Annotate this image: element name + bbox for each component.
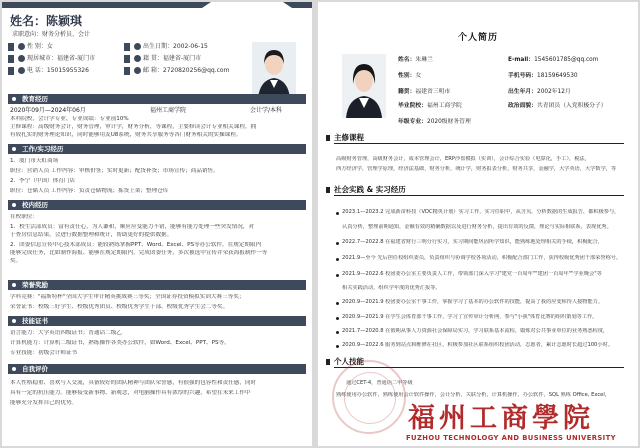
practice-line: 2020.9—2021.9 在学生会体育部干事工作，学习了宣传审计分析网，参与"小我"体育比赛的组织策划等工作。	[342, 314, 598, 320]
gender-text: 性 别：女	[27, 43, 53, 50]
edu-period: 2020年09月—2024年06月	[10, 107, 86, 114]
section-header-skill: 技能证书	[8, 316, 306, 326]
work-line: 1．厦门市天虹商场	[10, 158, 59, 164]
course-line: 西方经济学，管理学原理，经济法基础，财务分析，统计学，财务报表分析，财务共享，金融学，大学英语，大学数学，等	[336, 166, 617, 172]
label-bar	[8, 43, 14, 51]
practice-line: 2020.9—2021.9 校团委办公室干事工作，掌握学习了基本的办公软件的技能，提高了我的应变和待人接物能力。	[342, 299, 604, 305]
edu-line: 本科院校，会计学专业，专业成绩：专业前10%	[10, 116, 129, 122]
skill-line: 专业技能：初级会计师证书	[10, 350, 78, 356]
birth-date-text: 出生日期：2002-06-15	[143, 43, 208, 50]
label-bar	[8, 55, 14, 63]
skill-line: 语言能力：大学英语四级证书；普通话二级乙	[10, 330, 122, 336]
info-name: 姓名：朱琳兰	[398, 57, 433, 63]
practice-line: 2021.9—至今 先后担任校组织委员，负责组织与协调学校各项活动，积极配合部门工作，获得校级优秀团干部荣誉称号。	[342, 255, 622, 261]
practice-line: 2023.1—2023.2 完成新苗科技（VDC精英计划）实习工作，实习任职中，从含贝，分析数据的生成报告，都积极参与，	[342, 209, 620, 215]
practice-line: 2021.7—2020.8 在假期从事人力资源社会保障局实习，学习联系基本流程，锻炼对公共事业单位的业务熟悉程度，	[342, 328, 609, 334]
section-header-practice: 社会实践 & 实习经历	[334, 184, 624, 196]
self-line: 具有一定的抗压能力。能够接受新事物、新观念，对电脑操作具有浓厚的兴趣，希望在未来工作中	[10, 390, 251, 396]
label-bar	[124, 67, 130, 75]
left-resume-page	[2, 2, 312, 446]
bullet-dot	[336, 345, 339, 348]
info-hometown: 籍贯：福建省三明市	[398, 89, 451, 95]
phone-icon	[18, 67, 25, 74]
label-bar	[8, 67, 14, 75]
skill-line: 计算机能力：计算机二级证书，熟练操作各类办公软件，如Word、Excel、PPT、PS等。	[10, 340, 230, 346]
edu-line: 主修课程：高级财务会计，财务管理，审计学，财务分析，等课程，主要修读会计专业相关课程，拥	[10, 124, 257, 130]
bullet-dot	[336, 242, 339, 245]
user-icon	[18, 43, 25, 50]
bullet-dot	[336, 331, 339, 334]
course-line: 高级财务管理，高级财务会计，成本管理会计，ERP沙盘模拟（实训），会计综合实验（电算化，手工），税法，	[336, 156, 590, 162]
job-intent: 求职意向：财务分析员、会计	[12, 31, 91, 38]
practice-line: 2020.9—2022.6 服务到站点和维修在社区，积极参加社区联系组织校团活动，志愿者，累计志愿时长超过100小时。	[342, 342, 613, 348]
section-header-education: 教育经历	[8, 94, 306, 104]
bullet-dot	[336, 317, 339, 320]
email-text: 邮 箱：2720820256@qq.com	[143, 67, 230, 74]
section-header-skill: 个人技能	[334, 356, 624, 368]
section-header-work: 工作/实习经历	[8, 144, 306, 154]
info-email: E-mail：1545601785@qq.com	[508, 57, 599, 63]
school-line: 于查房信息结果，会进行数据整理和统计，帮助更好的提供数据。	[10, 232, 173, 238]
section-header-school: 校内经历	[8, 200, 306, 210]
skill-line: 通过CET-4，普通话二甲等级	[346, 380, 413, 386]
info-politics: 政治面貌：共青团员（入党积极分子）	[508, 103, 607, 109]
home-icon	[134, 55, 141, 62]
phone-text: 电 话：15015955326	[27, 67, 89, 74]
practice-line: 相关实践活动，组织学年度的优秀汇报等。	[342, 285, 441, 291]
school-line: 能够完成任务，比如制作海报、能够在规定期限内，完成团委任务，多次被选中宣传并荣获海报制作一等	[10, 250, 268, 256]
edu-major: 会计学/本科	[250, 107, 283, 114]
self-line: 能够充分发挥自己的优势。	[10, 400, 78, 406]
school-seal-logo	[332, 360, 406, 434]
practice-line: 2022.7—2022.8 在福建省财行三明分行实习，实习期间能巩固所学知识，能熟练地处理相关的手续，积极配合，	[342, 239, 604, 245]
info-row-city	[8, 54, 248, 64]
label-bar	[124, 43, 130, 51]
bullet-dot	[336, 274, 339, 277]
honor-line: 学科竞赛："福斯特杯"全国大学生审计精英挑战赛三等奖；全国证券投资模拟实训大赛三等奖；	[10, 294, 245, 300]
bullet-dot	[336, 258, 339, 261]
city-text: 现居城市：福建省-厦门市	[27, 55, 96, 62]
label-bar	[124, 55, 130, 63]
location-icon	[18, 55, 25, 62]
work-line: 2．李宁（中国）体育门店	[10, 178, 76, 184]
info-row-gender	[8, 42, 248, 52]
school-line: 1．校生活部成员：富有责任心，为人谦和，顺应应变能力不错，能够有能力处理一些突发情况，对	[10, 224, 255, 230]
email-icon	[134, 67, 141, 74]
work-line: 职位：营销人员 工作内容：审核价签；实时更新；配货补货；市场宣传；商品销售。	[10, 168, 219, 174]
info-grade-major: 年级专业：2020级财务管理	[398, 119, 471, 125]
practice-line: 2021.9—2022.6 校团委办公室主要负责人工作，带领部门深入学习"建党一百周年""建团一百周年""学业晚会"等	[342, 271, 602, 277]
bullet-dot	[336, 302, 339, 305]
section-header-course: 主修课程	[334, 132, 624, 144]
school-line: 奖。	[10, 258, 22, 264]
info-row-phone	[8, 66, 248, 76]
info-birth: 出生年月：2002年12月	[508, 89, 571, 95]
bullet-dot	[336, 212, 339, 215]
hometown-text: 籍 贯：福建省-厦门市	[143, 55, 202, 62]
resume-title: 个人简历	[457, 33, 498, 43]
skill-line: 熟练使用办公软件，熟练使用会计软件操作，会计分析，关联分析，计算机操作，办公软件，SQL 熟练 Office, Excel，	[336, 392, 610, 398]
candidate-photo	[342, 54, 386, 118]
work-line: 职位：仓储人员 工作内容：负责仓储物流；拣货上架；整理仓库	[10, 188, 169, 194]
calendar-icon	[134, 43, 141, 50]
top-decor-bar	[2, 2, 312, 8]
section-header-self: 自我评价	[8, 364, 306, 374]
school-name-english: FUZHOU TECHNOLOGY AND BUSINESS UNIVERSITY	[406, 434, 616, 442]
school-line: 在校职位：	[10, 214, 38, 220]
info-school: 毕业院校：福州工商学院	[398, 103, 462, 109]
practice-line: 认真分析，整理前期通知，金额有效的精确数据以及进行财务分析，提出有效的反馈，理论与实际相联系，表现优秀。	[342, 224, 612, 230]
self-line: 本人性格稳重、喜欢与人交流，具备较好的团队精神与团队荣誉感，有很强的包容性和责任感，同时	[10, 380, 257, 386]
school-name-watermark: 福州工商學院	[408, 403, 594, 434]
info-phone: 手机号码：18159649530	[508, 73, 578, 79]
info-gender: 性别：女	[398, 73, 422, 79]
edu-school: 福州工商学院	[150, 107, 187, 114]
edu-line: 有较扎实的财务理论知识，同时能够用友U8系统，财务共享服务等各门财务相关的实操课程。	[10, 132, 242, 138]
honor-line: 荣誉证书：校级三好学生、校级优秀团员、校级优秀学生干部、校级优秀学生会二等奖。	[10, 304, 229, 310]
candidate-name: 姓名：陈颖琪	[10, 14, 83, 28]
candidate-photo	[252, 42, 296, 98]
education-row	[10, 107, 306, 115]
school-line: 2．团委信息宣传中心技术部成员：能较熟练掌握PPT、Word、Excel、PS等办公软件，在规定期限内	[10, 242, 262, 248]
section-header-honor: 荣誉奖励	[8, 280, 306, 290]
